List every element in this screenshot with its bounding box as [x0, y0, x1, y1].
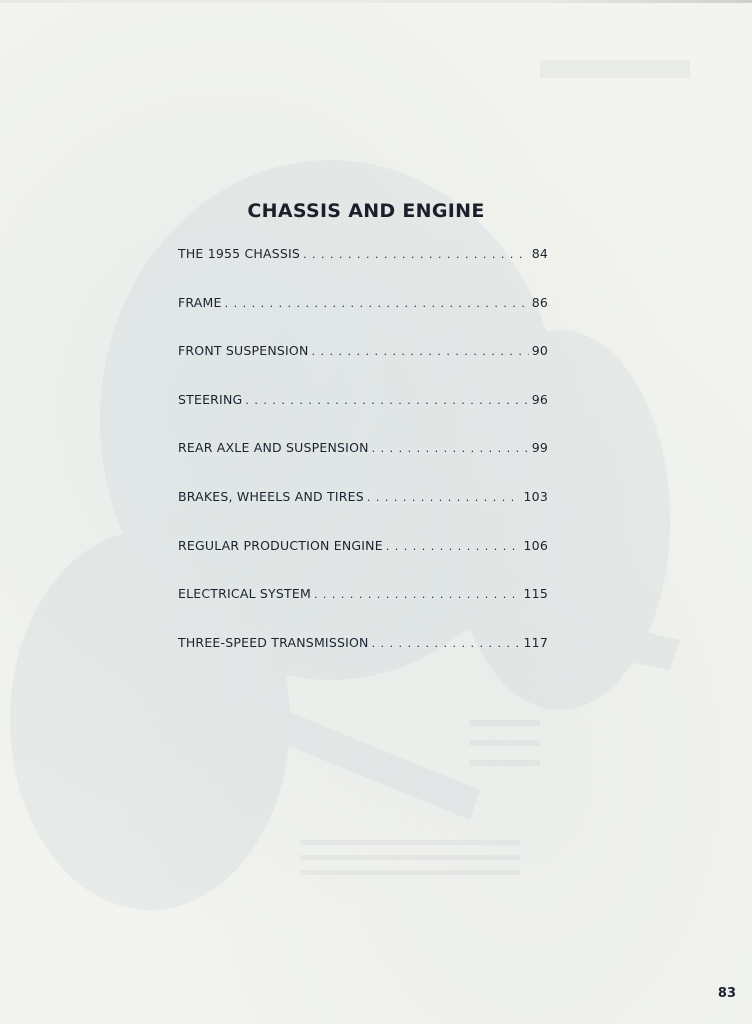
toc-entry-label: ELECTRICAL SYSTEM [178, 586, 311, 602]
toc-row [178, 489, 548, 538]
dot-leader [372, 442, 529, 455]
toc-row [178, 635, 548, 684]
toc-entry-label: FRONT SUSPENSION [178, 343, 309, 359]
toc-row [178, 246, 548, 295]
toc-entry-page: 99 [531, 440, 548, 456]
toc-entry-label: THREE-SPEED TRANSMISSION [178, 634, 369, 650]
dot-leader [386, 540, 521, 553]
page-title: CHASSIS AND ENGINE [247, 200, 485, 222]
toc-entry-label: REAR AXLE AND SUSPENSION [178, 440, 369, 456]
page-number: 83 [717, 986, 736, 1001]
toc-row [178, 586, 548, 635]
toc-entry-label: STEERING [178, 391, 243, 407]
dot-leader [367, 491, 521, 504]
toc-entry-label: REGULAR PRODUCTION ENGINE [178, 537, 383, 553]
toc-entry-page: 103 [523, 488, 548, 504]
toc-entry-page: 117 [523, 634, 548, 650]
toc-entry-label: FRAME [178, 294, 222, 310]
dot-leader [372, 637, 521, 650]
toc-entry-page: 84 [531, 246, 548, 261]
toc-entry-page: 96 [531, 391, 548, 407]
toc-row [178, 295, 548, 344]
toc-entry-page: 106 [523, 537, 548, 553]
table-of-contents [178, 246, 548, 683]
toc-entry-page: 86 [531, 294, 548, 310]
dot-leader [245, 394, 528, 407]
dot-leader [303, 248, 529, 261]
dot-leader [225, 297, 529, 310]
toc-entry-page: 115 [523, 586, 548, 602]
toc-row [178, 392, 548, 441]
toc-entry-page: 90 [531, 343, 548, 359]
toc-entry-label: THE 1955 CHASSIS [178, 246, 301, 261]
toc-row [178, 440, 548, 489]
toc-row [178, 538, 548, 587]
dot-leader [312, 345, 529, 358]
dot-leader [314, 588, 521, 601]
toc-entry-label: BRAKES, WHEELS AND TIRES [178, 488, 364, 504]
toc-row [178, 343, 548, 392]
